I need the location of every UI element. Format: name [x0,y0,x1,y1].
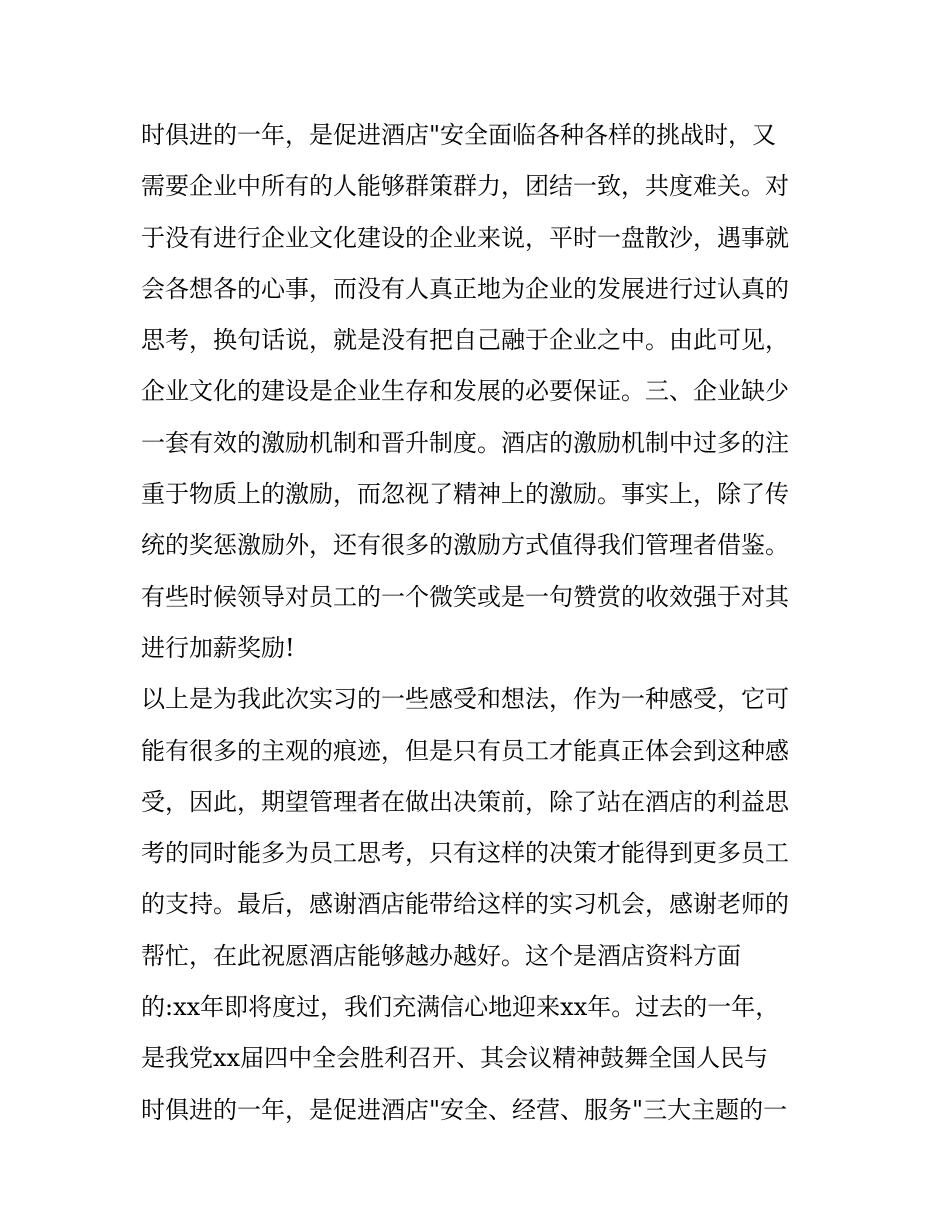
text-line: 帮忙，在此祝愿酒店能够越办越好。这个是酒店资料方面 [141,941,741,970]
text-line: 时俱进的一年，是促进酒店"安全、经营、服务"三大主题的一 [141,1095,788,1124]
text-line: 能有很多的主观的痕迹，但是只有员工才能真正体会到这种感 [141,736,789,765]
text-line: 受，因此，期望管理者在做出决策前，除了站在酒店的利益思 [141,787,789,816]
text-line: 是我党xx届四中全会胜利召开、其会议精神鼓舞全国人民与 [141,1044,769,1073]
text-line: 一套有效的激励机制和晋升制度。酒店的激励机制中过多的注 [141,428,789,457]
text-line: 时俱进的一年，是促进酒店"安全面临各种各样的挑战时，又 [141,121,777,149]
text-line: 需要企业中所有的人能够群策群力，团结一致，共度难关。对 [141,172,789,201]
text-line: 统的奖惩激励外，还有很多的激励方式值得我们管理者借鉴。 [141,531,789,560]
text-line: 考的同时能多为员工思考，只有这样的决策才能得到更多员工 [141,839,789,868]
text-line: 重于物质上的激励，而忽视了精神上的激励。事实上，除了传 [141,480,789,509]
text-line: 进行加薪奖励! [141,633,295,662]
text-line: 的支持。最后，感谢酒店能带给这样的实习机会，感谢老师的 [141,890,789,919]
text-line: 企业文化的建设是企业生存和发展的必要保证。三、企业缺少 [141,377,789,406]
text-line: 以上是为我此次实习的一些感受和想法，作为一种感受，它可 [141,685,789,714]
text-line: 思考，换句话说，就是没有把自己融于企业之中。由此可见， [141,326,789,355]
text-line: 会各想各的心事，而没有人真正地为企业的发展进行过认真的 [141,274,789,303]
text-line: 的:xx年即将度过，我们充满信心地迎来xx年。过去的一年， [141,993,780,1022]
text-line: 于没有进行企业文化建设的企业来说，平时一盘散沙，遇事就 [141,223,789,252]
body-text [141,110,821,1136]
text-line: 有些时候领导对员工的一个微笑或是一句赞赏的收效强于对其 [141,582,789,611]
